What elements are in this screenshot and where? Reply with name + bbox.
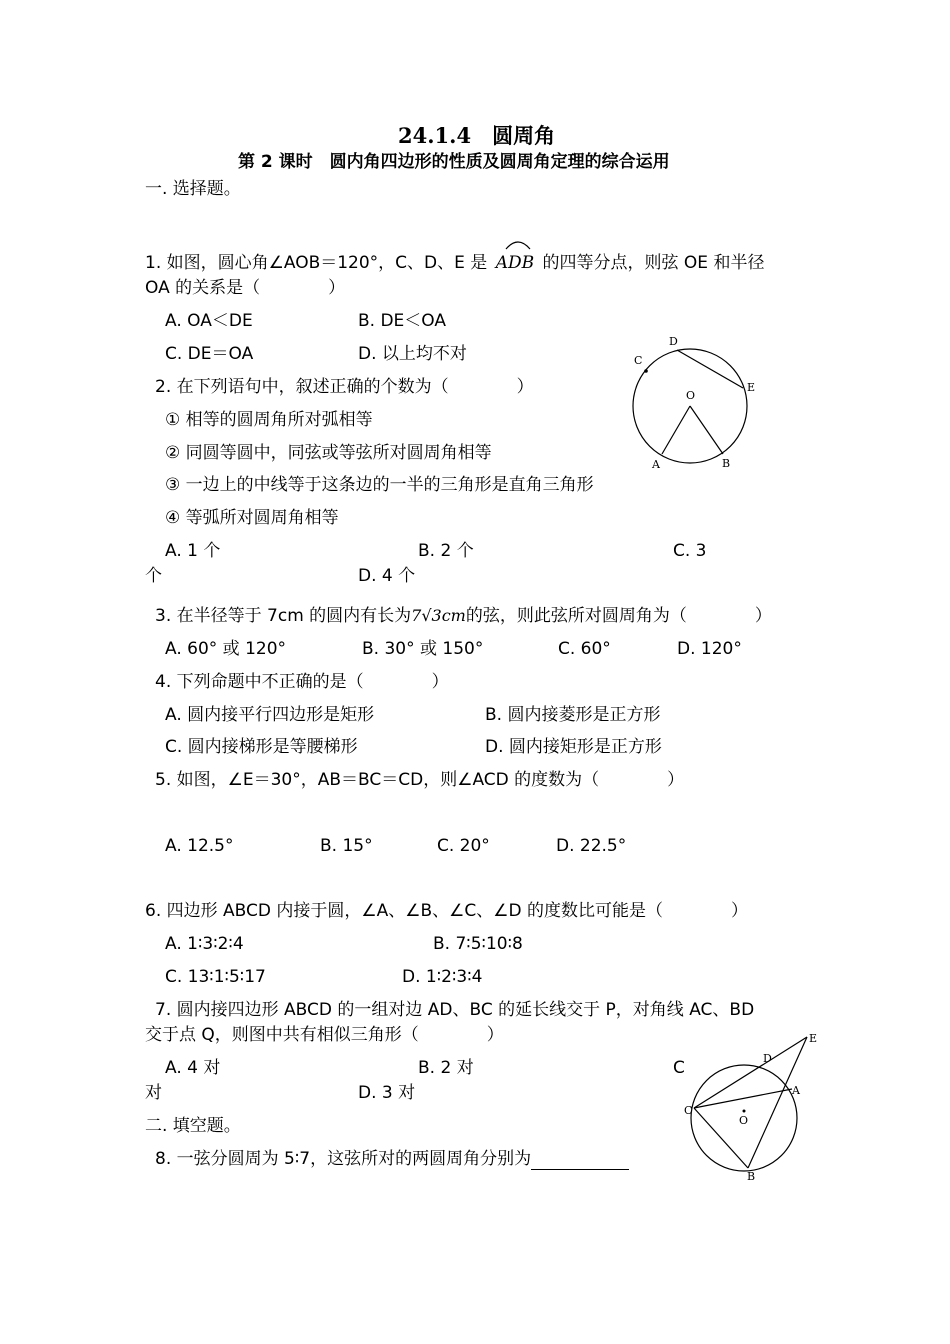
question-3-text-b: 的弦，则此弦所对圆周角为（ ） bbox=[465, 606, 772, 626]
statement-2: ② 同圆等圆中，同弦或等弦所对圆周角相等 bbox=[165, 443, 492, 463]
statement-1: ① 相等的圆周角所对弧相等 bbox=[165, 410, 373, 430]
center-dot bbox=[743, 1110, 746, 1113]
radius-ob bbox=[690, 406, 723, 454]
section-heading-fill: 二. 填空题。 bbox=[145, 1116, 241, 1136]
question-3 bbox=[155, 605, 772, 627]
arc-label: ADB bbox=[495, 253, 535, 273]
option-3c: C. 60° bbox=[558, 639, 611, 659]
option-1d: D. 以上均不对 bbox=[358, 344, 467, 364]
arc-adb bbox=[493, 252, 537, 274]
question-6: 6. 四边形 ABCD 内接于圆，∠A、∠B、∠C、∠D 的度数比可能是（ ） bbox=[145, 901, 749, 921]
option-1b: B. DE＜OA bbox=[358, 311, 447, 331]
page-subtitle: 第 2 课时 圆内角四边形的性质及圆周角定理的综合运用 bbox=[238, 152, 670, 172]
question-1 bbox=[145, 252, 764, 274]
label-c: C bbox=[634, 354, 643, 367]
question-5: 5. 如图，∠E＝30°，AB＝BC＝CD，则∠ACD 的度数为（ ） bbox=[155, 770, 685, 790]
arc-mark-icon bbox=[503, 238, 533, 250]
label-c-2: C bbox=[684, 1104, 693, 1117]
option-3b: B. 30° 或 150° bbox=[362, 639, 484, 659]
option-7c: C bbox=[673, 1058, 685, 1078]
option-7d: D. 3 对 bbox=[358, 1083, 416, 1103]
option-2c: C. 3 bbox=[673, 541, 707, 561]
option-5d: D. 22.5° bbox=[556, 836, 627, 856]
option-2a: A. 1 个 bbox=[165, 541, 221, 561]
page-title: 24.1.4 圆周角 bbox=[398, 123, 556, 148]
option-4d: D. 圆内接矩形是正方形 bbox=[485, 737, 662, 757]
option-2c-wrap: 个 bbox=[145, 566, 162, 586]
label-e: E bbox=[747, 381, 756, 394]
question-7-line-1: 7. 圆内接四边形 ABCD 的一组对边 AD、BC 的延长线交于 P，对角线 AC、BD bbox=[155, 1000, 755, 1020]
option-1c: C. DE＝OA bbox=[165, 344, 254, 364]
option-4b: B. 圆内接菱形是正方形 bbox=[485, 705, 661, 725]
question-1-text-c: OA 的关系是（ ） bbox=[145, 278, 346, 298]
option-4a: A. 圆内接平行四边形是矩形 bbox=[165, 705, 375, 725]
label-d: D bbox=[669, 335, 678, 348]
label-o: O bbox=[686, 389, 696, 402]
question-1-text-a: 1. 如图，圆心角∠AOB＝120°，C、D、E 是 bbox=[145, 253, 488, 273]
question-1-text-b: 的四等分点，则弦 OE 和半径 bbox=[542, 253, 765, 273]
label-b-2: B bbox=[747, 1170, 756, 1183]
option-6d: D. 1∶2∶3∶4 bbox=[402, 967, 483, 987]
option-4c: C. 圆内接梯形是等腰梯形 bbox=[165, 737, 358, 757]
question-7-line-2: 交于点 Q，则图中共有相似三角形（ ） bbox=[145, 1025, 504, 1045]
label-o-2: O bbox=[739, 1114, 749, 1127]
option-7a: A. 4 对 bbox=[165, 1058, 221, 1078]
point-c-dot bbox=[644, 369, 648, 373]
option-7b: B. 2 对 bbox=[418, 1058, 474, 1078]
statement-3: ③ 一边上的中线等于这条边的一半的三角形是直角三角形 bbox=[165, 475, 594, 495]
label-a-2: A bbox=[792, 1084, 800, 1097]
option-7c-wrap: 对 bbox=[145, 1083, 162, 1103]
answer-blank[interactable] bbox=[531, 1151, 629, 1170]
question-3-text-a: 3. 在半径等于 7cm 的圆内有长为 bbox=[155, 606, 412, 626]
option-6b: B. 7∶5∶10∶8 bbox=[433, 934, 523, 954]
radius-oa bbox=[662, 406, 690, 454]
label-a: A bbox=[652, 458, 660, 471]
option-2d: D. 4 个 bbox=[358, 566, 416, 586]
option-1a: A. OA＜DE bbox=[165, 311, 253, 331]
option-5b: B. 15° bbox=[320, 836, 373, 856]
figure-1 bbox=[625, 330, 765, 475]
question-4: 4. 下列命题中不正确的是（ ） bbox=[155, 672, 449, 692]
option-3d: D. 120° bbox=[677, 639, 742, 659]
option-2b: B. 2 个 bbox=[418, 541, 474, 561]
label-d-2: D bbox=[763, 1052, 772, 1065]
question-8-text: 8. 一弦分圆周为 5∶7，这弦所对的两圆周角分别为 bbox=[155, 1149, 532, 1169]
question-2: 2. 在下列语句中，叙述正确的个数为（ ） bbox=[155, 377, 534, 397]
option-3a: A. 60° 或 120° bbox=[165, 639, 287, 659]
statement-4: ④ 等弧所对圆周角相等 bbox=[165, 508, 339, 528]
chord-length: 7√3cm bbox=[411, 606, 466, 625]
figure-2 bbox=[678, 1028, 820, 1183]
option-5a: A. 12.5° bbox=[165, 836, 234, 856]
label-e-2: E bbox=[809, 1032, 818, 1045]
option-5c: C. 20° bbox=[437, 836, 490, 856]
section-heading-choice: 一. 选择题。 bbox=[145, 179, 241, 199]
option-6c: C. 13∶1∶5∶17 bbox=[165, 967, 266, 987]
option-6a: A. 1∶3∶2∶4 bbox=[165, 934, 244, 954]
label-b: B bbox=[722, 457, 731, 470]
line-be bbox=[748, 1037, 807, 1168]
question-8 bbox=[155, 1148, 629, 1170]
